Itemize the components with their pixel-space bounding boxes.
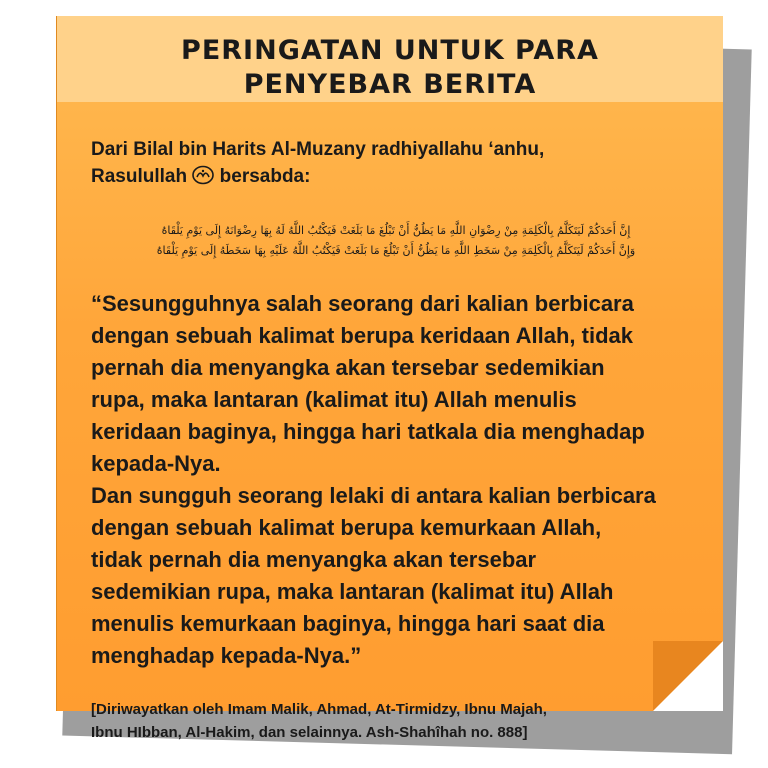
hadith-translation — [91, 288, 691, 672]
intro-line-1: Dari Bilal bin Harits Al-Muzany radhiyallahu ‘anhu, — [91, 139, 545, 160]
sticky-note — [56, 16, 723, 741]
source-line-2: Ibnu HIbban, Al-Hakim, dan selainnya. Ash-Shahîhah no. 888] — [91, 724, 528, 741]
hadith-line: sedemikian rupa, maka lantaran (kalimat itu) Allah — [91, 579, 614, 604]
intro-rasulullah: Rasulullah — [91, 166, 188, 187]
arabic-line-1: إِنَّ أَحَدَكُمْ لَيَتَكَلَّمُ بِالْكَلِمَةِ مِنْ رِضْوَانِ اللَّهِ مَا يَظُنُّ أَنْ تَبْلُغَ مَا بَلَغَتْ فَيَكْتُبُ اللَّهُ لَهُ بِهَا رِضْوَانَهُ إِلَى يَوْمِ يَلْقَاهُ — [161, 224, 631, 237]
hadith-source-citation — [91, 698, 701, 744]
hadith-line: tidak pernah dia menyangka akan tersebar — [91, 547, 537, 572]
title-line-1: PERINGATAN UNTUK PARA — [181, 35, 599, 66]
poster-title — [57, 34, 723, 102]
hadith-line: “Sesungguhnya salah seorang dari kalian berbicara — [91, 291, 634, 316]
hadith-line: dengan sebuah kalimat berupa keridaan Allah, tidak — [91, 323, 634, 348]
hadith-line: menulis kemurkaan baginya, hingga hari saat dia — [91, 611, 605, 636]
page-curl-corner — [653, 641, 723, 711]
title-line-2: PENYEBAR BERITA — [243, 69, 537, 100]
hadith-line: kepada-Nya. — [91, 451, 221, 476]
hadith-line: rupa, maka lantaran (kalimat itu) Allah menulis — [91, 387, 577, 412]
arabic-hadith-text — [91, 221, 701, 261]
intro-line-2 — [91, 163, 701, 190]
narrator-intro — [91, 136, 701, 190]
hadith-line: menghadap kepada-Nya.” — [91, 643, 362, 668]
salawat-icon — [192, 165, 214, 185]
intro-bersabda: bersabda: — [219, 166, 311, 187]
arabic-line-2: وَإِنَّ أَحَدَكُمْ لَيَتَكَلَّمُ بِالْكَلِمَةِ مِنْ سَخَطِ اللَّهِ مَا يَظُنُّ أَنْ تَبْلُغَ مَا بَلَغَتْ فَيَكْتُبُ اللَّهُ عَلَيْهِ بِهَا سَخَطَهُ إِلَى يَوْمِ يَلْقَاهُ — [156, 244, 636, 257]
hadith-line: dengan sebuah kalimat berupa kemurkaan Allah, — [91, 515, 602, 540]
hadith-line: pernah dia menyangka akan tersebar sedemikian — [91, 355, 605, 380]
source-line-1: [Diriwayatkan oleh Imam Malik, Ahmad, At-Tirmidzy, Ibnu Majah, — [91, 701, 547, 718]
hadith-line: keridaan baginya, hingga hari tatkala dia menghadap — [91, 419, 645, 444]
hadith-line: Dan sungguh seorang lelaki di antara kalian berbicara — [91, 483, 656, 508]
